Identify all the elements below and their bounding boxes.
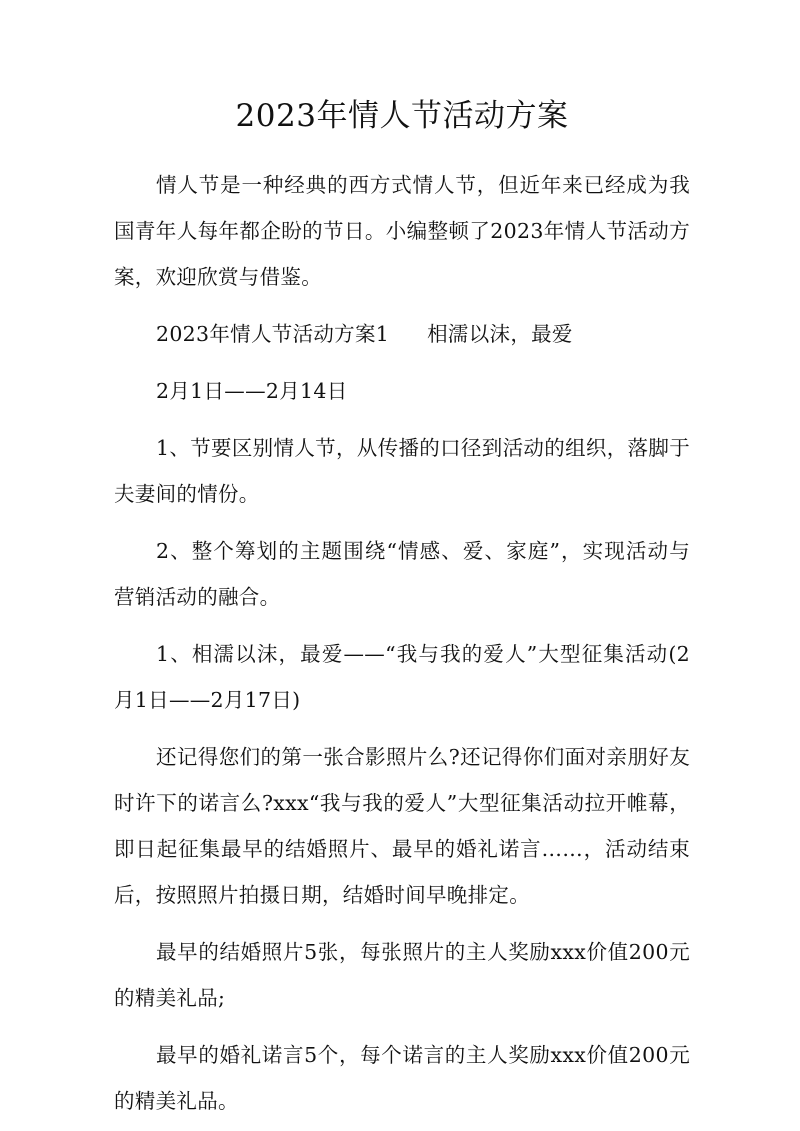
plan-heading: 2023年情人节活动方案1 bbox=[156, 322, 390, 346]
point-2-paragraph: 2、整个筹划的主题围绕“情感、爱、家庭”，实现活动与营销活动的融合。 bbox=[114, 539, 690, 609]
plan-heading-line bbox=[114, 311, 690, 357]
document-title: 2023年情人节活动方案 bbox=[235, 98, 569, 134]
photo-prize-paragraph: 最早的结婚照片5张，每张照片的主人奖励xxx价值200元的精美礼品; bbox=[114, 940, 690, 1010]
activity-description-paragraph: 还记得您们的第一张合影照片么?还记得你们面对亲朋好友时许下的诺言么?xxx“我与我的爱人”大型征集活动拉开帷幕，即日起征集最早的结婚照片、最早的婚礼诺言……，活动结束后，按照照片拍摄日期，结婚时间早晚排定。 bbox=[114, 745, 690, 907]
date-range-paragraph: 2月1日——2月14日 bbox=[156, 379, 348, 403]
point-1-paragraph: 1、节要区别情人节，从传播的口径到活动的组织，落脚于夫妻间的情份。 bbox=[114, 436, 690, 506]
vow-prize-paragraph: 最早的婚礼诺言5个，每个诺言的主人奖励xxx价值200元的精美礼品。 bbox=[114, 1043, 690, 1113]
plan-theme: 相濡以沫，最爱 bbox=[427, 322, 573, 346]
activity-1-paragraph: 1、相濡以沫，最爱——“我与我的爱人”大型征集活动(2月1日——2月17日) bbox=[114, 642, 690, 712]
intro-paragraph: 情人节是一种经典的西方式情人节，但近年来已经成为我国青年人每年都企盼的节日。小编整顿了2023年情人节活动方案，欢迎欣赏与借鉴。 bbox=[114, 173, 690, 289]
